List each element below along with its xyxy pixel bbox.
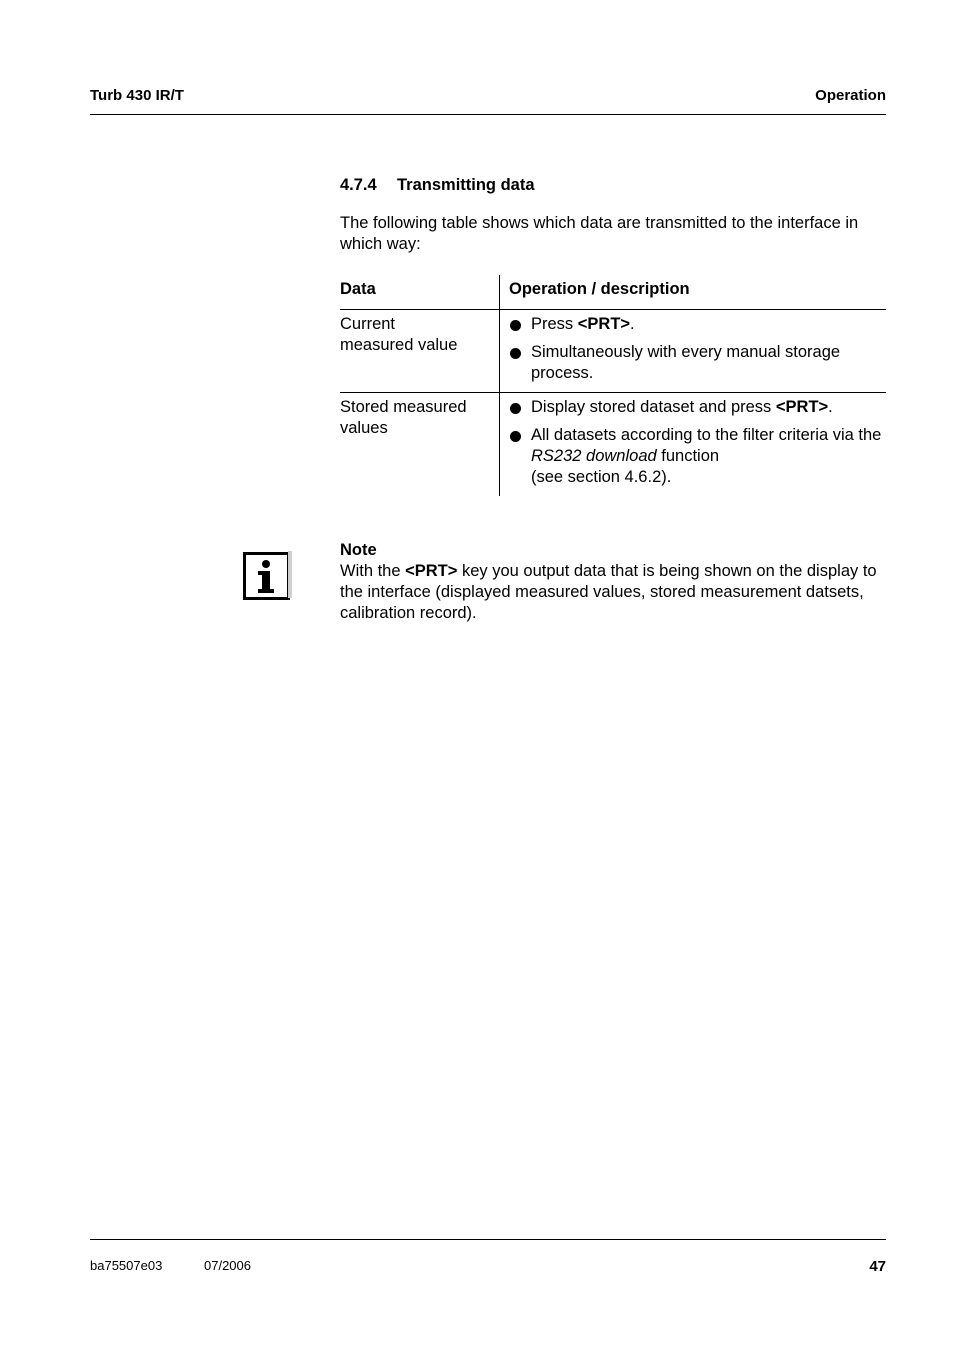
table-cell-data bbox=[340, 309, 500, 392]
page-number: 47 bbox=[869, 1258, 886, 1275]
function-name: RS232 download bbox=[531, 446, 657, 465]
footer-doc-id: ba75507e03 bbox=[90, 1258, 163, 1273]
bullet-item: Simultaneously with every manual storage process. bbox=[509, 342, 886, 384]
bullet-item bbox=[509, 314, 886, 335]
section-title bbox=[340, 176, 886, 198]
header-product: Turb 430 IR/T bbox=[90, 87, 184, 104]
bullet-text: Press bbox=[531, 314, 578, 333]
key-label: <PRT> bbox=[577, 314, 631, 333]
bullet-list bbox=[509, 397, 886, 488]
table-row bbox=[340, 392, 886, 496]
note-title: Note bbox=[340, 541, 377, 559]
table-header-operation: Operation / description bbox=[500, 275, 887, 309]
bullet-text: . bbox=[630, 314, 635, 333]
data-table bbox=[340, 275, 886, 496]
key-label: <PRT> bbox=[775, 397, 829, 416]
footer-date: 07/2006 bbox=[204, 1258, 251, 1273]
table-header-data: Data bbox=[340, 275, 500, 309]
table-header-row bbox=[340, 275, 886, 309]
note-block bbox=[340, 540, 886, 624]
section-title-text: Transmitting data bbox=[397, 176, 535, 194]
bullet-text: Display stored dataset and press bbox=[531, 397, 776, 416]
section-number: 4.7.4 bbox=[340, 176, 377, 194]
table-cell-operation bbox=[500, 392, 887, 496]
main-content bbox=[340, 176, 886, 496]
bullet-text: function bbox=[656, 446, 720, 465]
page-header bbox=[90, 86, 886, 115]
intro-paragraph: The following table shows which data are transmitted to the interface in which way: bbox=[340, 214, 859, 253]
page-footer bbox=[90, 1239, 886, 1275]
bullet-text: All datasets according to the filter criteria via the bbox=[531, 425, 882, 444]
cell-text: values bbox=[340, 418, 388, 437]
note-text-part: With the bbox=[340, 562, 406, 580]
table-cell-data bbox=[340, 392, 500, 496]
bullet-text: . bbox=[828, 397, 833, 416]
bullet-item bbox=[509, 425, 886, 488]
bullet-item bbox=[509, 397, 886, 418]
key-label: <PRT> bbox=[405, 562, 458, 580]
cell-text: Current bbox=[340, 314, 396, 333]
header-chapter: Operation bbox=[815, 87, 886, 104]
bullet-text: (see section 4.6.2). bbox=[531, 467, 672, 486]
table-cell-operation bbox=[500, 309, 887, 392]
bullet-list bbox=[509, 314, 886, 384]
cell-text: Stored measured bbox=[340, 397, 467, 416]
cell-text: measured value bbox=[340, 335, 458, 354]
table-row bbox=[340, 309, 886, 392]
note-text bbox=[340, 561, 886, 624]
info-icon bbox=[243, 550, 293, 600]
note-text-part: key you output data that is being shown on the display to the interface (displayed measured values, stored measurement datsets, calibration record). bbox=[340, 562, 877, 622]
